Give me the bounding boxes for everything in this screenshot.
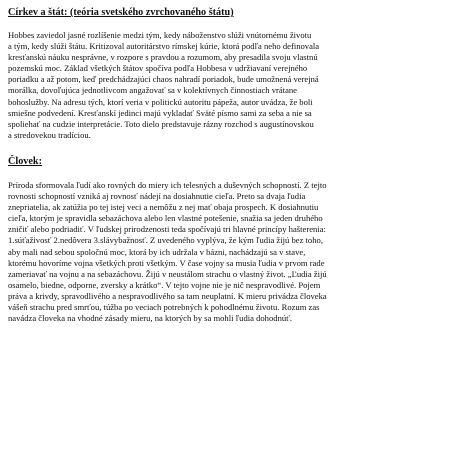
text-line: Príroda sformovala ľudí ako rovných do miery ich telesných a duševných schopností. Z tejto [8, 179, 327, 190]
text-line: spoliehať na cudzie interpretácie. Toto dielo predstavuje rázny rozchod s augustínovskou [8, 118, 314, 129]
text-line: cieľa, ktorým je spravidla sebazáchova alebo len vlastné potešenie, snažia sa jeden druhého [8, 213, 323, 224]
text-line: práva a krivdy, spravodlivého a nespravodlivého sa tam neuplatní. K mieru privádza človeka [8, 290, 327, 301]
text-line: morálka, dovoľujúca jednotlivcom angažovať sa v kolektívnych činnostiach vrátane [8, 85, 297, 96]
text-line: a tým, kedy slúži štátu. Kritizoval autoritárstvo rímskej kúrie, ktorá podľa neho definovala [8, 41, 320, 52]
text-line: smiešne podvedení. Kresťanskí jedinci majú vykladať Sväté písmo sami za seba a nie sa [8, 107, 312, 118]
text-line: rovnosti schopností vzniká aj rovnosť nádejí na dosiahnutie cieľa. Preto sa dvaja ľudia [8, 191, 306, 202]
text-line: vášeň strachu pred smrťou, túžba po veciach potrebných k pohodlnému životu. Rozum zas [8, 301, 320, 312]
text-line: Hobbes zaviedol jasné rozlíšenie medzi tým, kedy náboženstvo slúži vnútornému životu [8, 30, 312, 40]
text-line: osamelo, biedne, odporne, zversky a krátko“. V tejto vojne nie je nič nespravodlivé. Pojem [8, 279, 321, 290]
text-line: zničiť alebo podriadiť. V ľudskej prirodzenosti teda spočívajú tri hlavné princípy hašterenia: [8, 224, 326, 235]
section-heading-human: Človek: [8, 155, 42, 167]
section-paragraph-church-state [8, 30, 440, 141]
text-line: poriadku a až potom, keď predchádzajúci chaos nahradí poriadok, bude umožnená verejná [8, 74, 319, 85]
text-line: ktorému hovoríme vojna všetkých proti všetkým. V čase vojny sa musia ľudia v prvom rade [8, 257, 325, 268]
text-line: bohoslužby. Na adresu tých, ktorí veria v politickú autoritu pápeža, autor uvádza, že boli [8, 96, 313, 107]
text-line: pozemskú moc. Základ všetkých štátov spočíva podľa Hobbesa v udržiavaní verejného [8, 63, 308, 74]
text-line: aby mali nad sebou spoločnú moc, ktorá by ich udržala v bázni, nachádzajú sa v stave, [8, 246, 306, 257]
text-line: zameriavať na vojnu a na sebazáchovu. Žijú v neustálom strachu o vlastný život. „Ľudia žijú [8, 268, 327, 279]
text-line: 1.súťaživosť 2.nedôvera 3.slávybažnosť. Z uvedeného vyplýva, že kým ľudia žijú bez toho, [8, 235, 323, 246]
text-line: kresťanskú náuku nesprávne, v rozpore s pravdou a rozumom, aby presadila svoju vlastnú [8, 52, 318, 63]
document-page [8, 6, 440, 324]
section-heading-church-state: Církev a štát: (teória svetského zvrchovaného štátu) [8, 7, 234, 18]
text-line: a stredovekou tradíciou. [8, 129, 91, 140]
section-paragraph-human [8, 180, 440, 324]
text-line: znepriatelia, ak zatúžia po tej istej veci a nemôžu z nej mať obaja prospech. K dosiahnutiu [8, 202, 319, 213]
text-line: navádza človeka na vhodné zásady mieru, na ktorých by sa mohli ľudia dohodnúť. [8, 313, 292, 324]
